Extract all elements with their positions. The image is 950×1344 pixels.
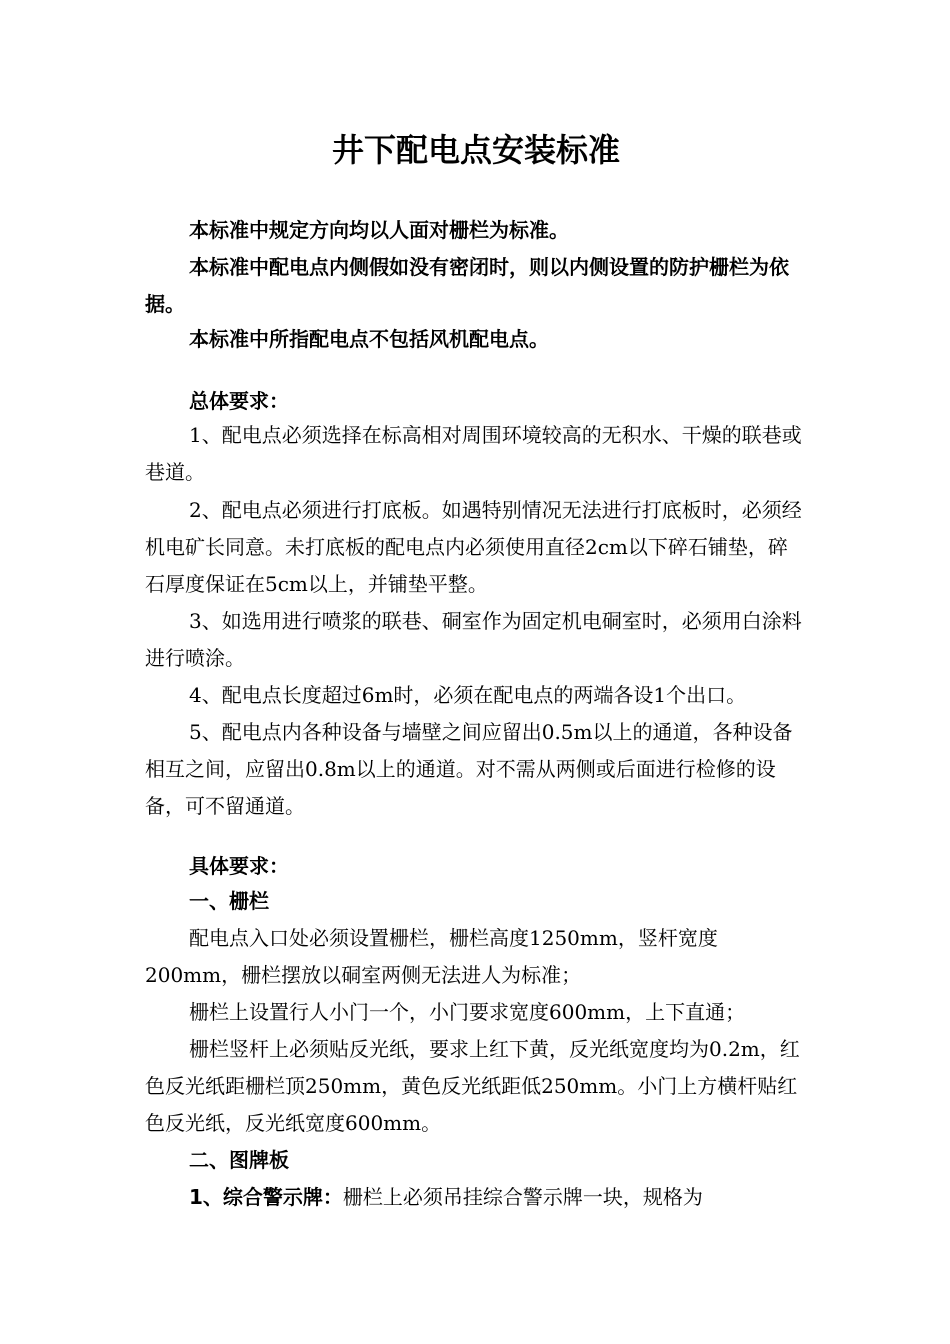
- section-2-item-1: [145, 1179, 807, 1216]
- general-requirements-heading: 总体要求：: [189, 389, 289, 413]
- document-title: 井下配电点安装标准: [331, 131, 620, 169]
- section-1-item-2: 栅栏上设置行人小门一个，小门要求宽度600mm，上下直通；: [189, 1000, 746, 1024]
- specific-requirements-heading: 具体要求：: [189, 854, 289, 878]
- section-1-item-1: 配电点入口处必须设置栅栏，栅栏高度1250mm，竖杆宽度200mm，栅栏摆放以硐室两侧无法进人为标准；: [145, 926, 718, 987]
- section-1-item-3: 栅栏竖杆上必须贴反光纸，要求上红下黄，反光纸宽度均为0.2m，红色反光纸距栅栏顶250mm，黄色反光纸距低250mm。小门上方横杆贴红色反光纸，反光纸宽度600mm。: [145, 1037, 800, 1135]
- intro-paragraph-2: 本标准中配电点内侧假如没有密闭时，则以内侧设置的防护栅栏为依据。: [145, 255, 789, 316]
- general-item-1: 1、配电点必须选择在标高相对周围环境较高的无积水、干燥的联巷或巷道。: [145, 423, 802, 484]
- section-1-heading: 一、栅栏: [189, 889, 269, 913]
- general-item-4: 4、配电点长度超过6m时，必须在配电点的两端各设1个出口。: [189, 683, 747, 707]
- intro-paragraph-1: 本标准中规定方向均以人面对栅栏为标准。: [189, 218, 569, 242]
- intro-paragraph-3: 本标准中所指配电点不包括风机配电点。: [189, 327, 549, 351]
- section-2-heading: 二、图牌板: [189, 1148, 289, 1172]
- general-item-2: 2、配电点必须进行打底板。如遇特别情况无法进行打底板时，必须经机电矿长同意。未打底板的配电点内必须使用直径2cm以下碎石铺垫，碎石厚度保证在5cm以上，并铺垫平整。: [145, 498, 802, 596]
- general-item-3: 3、如选用进行喷浆的联巷、硐室作为固定机电硐室时，必须用白涂料进行喷涂。: [145, 609, 802, 670]
- section-2-item-1-text: 栅栏上必须吊挂综合警示牌一块，规格为: [342, 1185, 703, 1209]
- general-item-5: 5、配电点内各种设备与墙壁之间应留出0.5m以上的通道，各种设备相互之间，应留出0.8m以上的通道。对不需从两侧或后面进行检修的设备，可不留通道。: [145, 720, 793, 818]
- section-2-item-1-label: 1、综合警示牌：: [189, 1185, 343, 1209]
